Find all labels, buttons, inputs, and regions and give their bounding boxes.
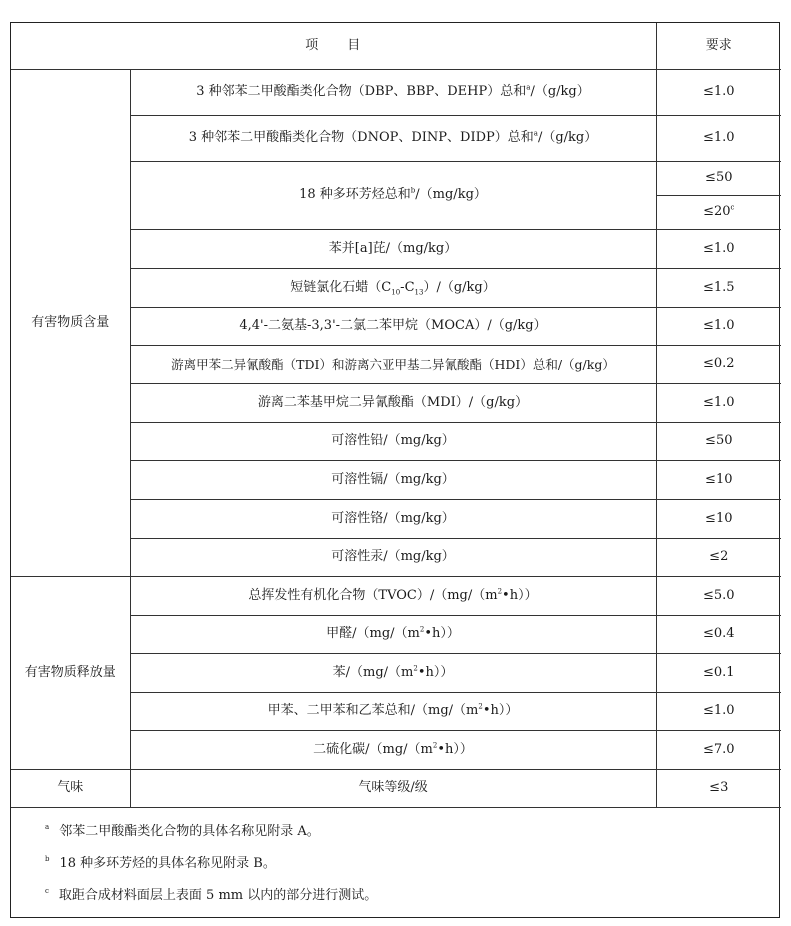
footnote xyxy=(45,854,779,886)
item-unit: •h）） xyxy=(482,703,519,719)
item-cell xyxy=(130,576,656,615)
requirements-table-frame xyxy=(10,22,780,918)
value-text: ≤20 xyxy=(703,204,731,220)
value-cell: ≤10 xyxy=(656,499,781,538)
item-cell xyxy=(130,69,656,115)
item-text: -C xyxy=(400,279,415,295)
item-unit: ）/（g/kg） xyxy=(423,279,496,295)
footnote-mark: c xyxy=(730,203,735,212)
value-cell: ≤1.5 xyxy=(656,268,781,307)
item-text: 二硫化碳/（mg/（m xyxy=(313,741,433,757)
value-cell: ≤5.0 xyxy=(656,576,781,615)
item-cell xyxy=(130,115,656,161)
item-cell: 苯并[a]芘/（mg/kg） xyxy=(130,229,656,268)
group-label-content: 有害物质含量 xyxy=(11,69,130,576)
value-cell: ≤1.0 xyxy=(656,383,781,422)
superscript: 2 xyxy=(478,702,483,711)
item-text: 3 种邻苯二甲酸酯类化合物（DNOP、DINP、DIDP）总和 xyxy=(188,130,534,146)
item-text: 总挥发性有机化合物（TVOC）/（mg/（m xyxy=(248,587,498,603)
footnote xyxy=(45,822,779,854)
item-cell xyxy=(130,615,656,653)
footnote-text: 邻苯二甲酸酯类化合物的具体名称见附录 A。 xyxy=(59,823,320,839)
value-cell: ≤50 xyxy=(656,161,781,195)
footnote-mark: b xyxy=(45,855,50,864)
item-text: 甲苯、二甲苯和乙苯总和/（mg/（m xyxy=(267,703,479,719)
value-cell: ≤0.1 xyxy=(656,653,781,692)
footnotes xyxy=(11,808,779,918)
footnote-mark: c xyxy=(45,887,49,896)
item-unit: •h）） xyxy=(437,741,473,757)
item-text: 甲醛/（mg/（m xyxy=(326,626,420,642)
superscript: 2 xyxy=(497,587,503,596)
subscript: 10 xyxy=(391,288,401,297)
item-unit: •h）） xyxy=(424,626,460,642)
value-cell: ≤50 xyxy=(656,422,781,460)
item-cell xyxy=(130,268,656,307)
value-cell: ≤1.0 xyxy=(656,115,781,161)
group-label-odor: 气味 xyxy=(11,769,130,807)
item-cell: 游离甲苯二异氰酸酯（TDI）和游离六亚甲基二异氰酸酯（HDI）总和/（g/kg） xyxy=(130,345,656,383)
table-row xyxy=(11,69,781,115)
superscript: 2 xyxy=(419,625,425,634)
footnote-mark: a xyxy=(45,823,50,832)
value-cell: ≤1.0 xyxy=(656,229,781,268)
value-cell: ≤2 xyxy=(656,538,781,576)
value-cell: ≤0.2 xyxy=(656,345,781,383)
table-row xyxy=(11,769,781,807)
header-item: 项 目 xyxy=(11,23,656,69)
item-cell xyxy=(130,692,656,730)
item-unit: •h）） xyxy=(502,587,538,603)
item-cell: 可溶性铅/（mg/kg） xyxy=(130,422,656,460)
item-cell: 可溶性镉/（mg/kg） xyxy=(130,460,656,499)
footnote-text: 18 种多环芳烃的具体名称见附录 B。 xyxy=(59,855,276,871)
value-cell xyxy=(656,195,781,229)
footnote xyxy=(45,886,779,918)
subscript: 13 xyxy=(414,288,424,297)
footnote-mark: a xyxy=(533,129,538,138)
table-row xyxy=(11,576,781,615)
item-cell: 4,4'-二氨基-3,3'-二氯二苯甲烷（MOCA）/（g/kg） xyxy=(130,307,656,345)
item-cell: 气味等级/级 xyxy=(130,769,656,807)
item-cell: 可溶性汞/（mg/kg） xyxy=(130,538,656,576)
value-cell: ≤10 xyxy=(656,460,781,499)
item-cell xyxy=(130,161,656,229)
superscript: 2 xyxy=(413,664,418,673)
value-cell: ≤3 xyxy=(656,769,781,807)
item-unit: /（mg/kg） xyxy=(415,187,487,203)
item-text: 苯/（mg/（m xyxy=(332,664,414,680)
superscript: 2 xyxy=(432,741,438,750)
header-row xyxy=(11,23,781,69)
footnote-text: 取距合成材料面层上表面 5 mm 以内的部分进行测试。 xyxy=(58,887,378,903)
footnote-mark: a xyxy=(526,83,531,92)
item-cell xyxy=(130,653,656,692)
item-unit: /（g/kg） xyxy=(530,84,590,100)
value-cell: ≤1.0 xyxy=(656,69,781,115)
value-cell: ≤7.0 xyxy=(656,730,781,769)
item-cell: 游离二苯基甲烷二异氰酸酯（MDI）/（g/kg） xyxy=(130,383,656,422)
item-text: 18 种多环芳烃总和 xyxy=(299,187,411,203)
group-label-release: 有害物质释放量 xyxy=(11,576,130,769)
requirements-table xyxy=(11,23,781,808)
item-unit: /（g/kg） xyxy=(537,130,598,146)
item-unit: •h）） xyxy=(417,664,454,680)
value-cell: ≤1.0 xyxy=(656,692,781,730)
item-cell: 可溶性铬/（mg/kg） xyxy=(130,499,656,538)
item-text: 短链氯化石蜡（C xyxy=(290,279,392,295)
item-cell xyxy=(130,730,656,769)
value-cell: ≤1.0 xyxy=(656,307,781,345)
value-cell: ≤0.4 xyxy=(656,615,781,653)
item-text: 3 种邻苯二甲酸酯类化合物（DBP、BBP、DEHP）总和 xyxy=(196,84,527,100)
footnote-mark: b xyxy=(410,186,416,195)
header-requirement: 要求 xyxy=(656,23,781,69)
